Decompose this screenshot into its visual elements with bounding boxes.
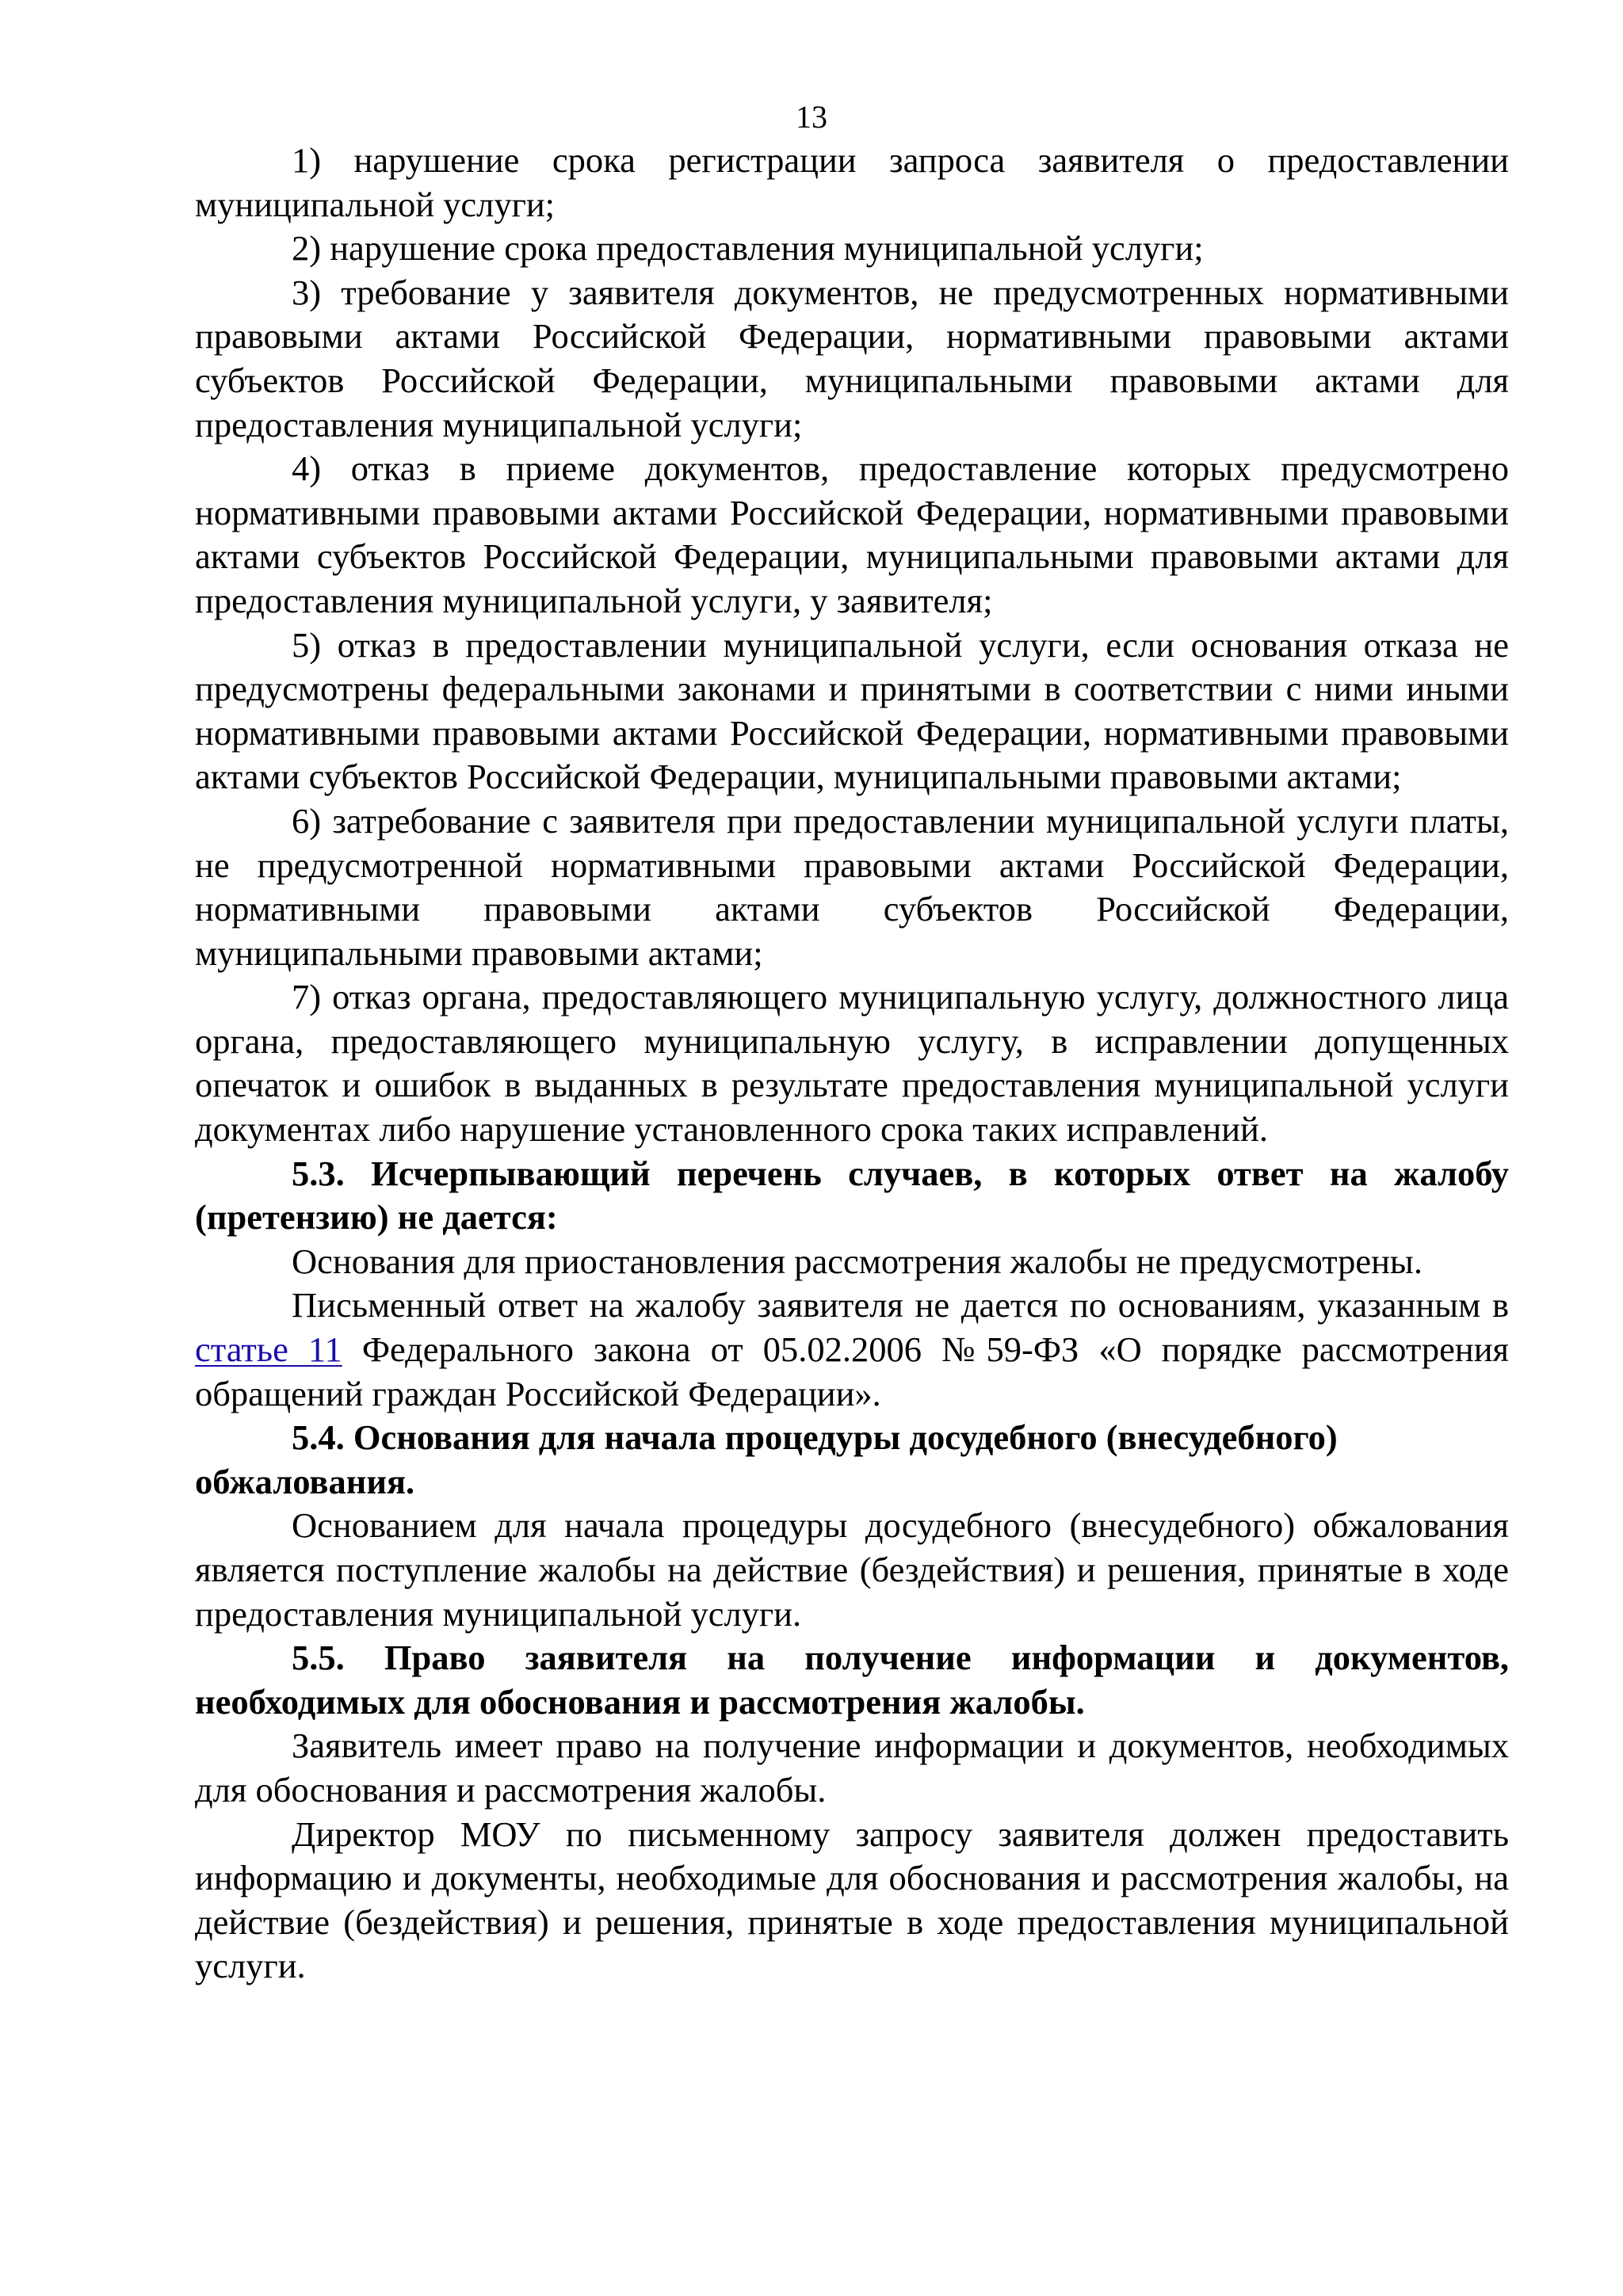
- article-11-link[interactable]: статье 11: [195, 1329, 342, 1370]
- section-5-4-heading: 5.4. Основания для начала процедуры досудебного (внесудебного) обжалования.: [195, 1417, 1338, 1501]
- document-body: [195, 139, 1509, 1989]
- list-item-2: 2) нарушение срока предоставления муниципальной услуги;: [292, 228, 1204, 269]
- paragraph-text-before-link: Письменный ответ на жалобу заявителя не дается по основаниям, указанным в: [292, 1285, 1509, 1325]
- list-item-5: 5) отказ в предоставлении муниципальной услуги, если основания отказа не предусмотрены федеральными законами и принятыми в соответствии с ними иными нормативными правовыми актами Российской Федерации, нормативными правовыми актами субъектов Российской Федерации, муниципальными правовыми актами;: [195, 624, 1509, 797]
- section-5-3-paragraph-2: [195, 1283, 1509, 1416]
- page-number: 13: [796, 99, 827, 135]
- list-item-3: 3) требование у заявителя документов, не предусмотренных нормативными правовыми актами Российской Федерации, нормативными правовыми актами субъектов Российской Федерации, муниципальными правовыми актами для предоставления муниципальной услуги;: [195, 272, 1509, 444]
- section-5-3-heading: 5.3. Исчерпывающий перечень случаев, в которых ответ на жалобу (претензию) не дается:: [195, 1153, 1509, 1238]
- list-item-4: 4) отказ в приеме документов, предоставление которых предусмотрено нормативными правовыми актами Российской Федерации, нормативными правовыми актами субъектов Российской Федерации, муниципальными правовыми актами для предоставления муниципальной услуги, у заявителя;: [195, 448, 1509, 620]
- list-item-7: 7) отказ органа, предоставляющего муниципальную услугу, должностного лица органа, предоставляющего муниципальную услугу, в исправлении допущенных опечаток и ошибок в выданных в результате предоставления муниципальной услуги документах либо нарушение установленного срока таких исправлений.: [195, 977, 1509, 1150]
- paragraph-text-after-link: Федерального закона от 05.02.2006 №59-ФЗ «О порядке рассмотрения обращений граждан Российской Федерации».: [195, 1329, 1509, 1413]
- section-5-4-paragraph-1: Основанием для начала процедуры досудебного (внесудебного) обжалования является поступление жалобы на действие (бездействия) и решения, принятые в ходе предоставления муниципальной услуги.: [195, 1505, 1509, 1634]
- section-5-3-paragraph-1: Основания для приостановления рассмотрения жалобы не предусмотрены.: [292, 1241, 1423, 1281]
- section-5-5-paragraph-1: Заявитель имеет право на получение информации и документов, необходимых для обоснования и рассмотрения жалобы.: [195, 1726, 1509, 1810]
- section-5-5-heading: 5.5. Право заявителя на получение информации и документов, необходимых для обоснования и рассмотрения жалобы.: [195, 1638, 1509, 1722]
- list-item-6: 6) затребование с заявителя при предоставлении муниципальной услуги платы, не предусмотренной нормативными правовыми актами Российской Федерации, нормативными правовыми актами субъектов Российской Федерации, муниципальными правовыми актами;: [195, 800, 1509, 973]
- list-item-1: 1) нарушение срока регистрации запроса заявителя о предоставлении муниципальной услуги;: [195, 140, 1509, 224]
- section-5-5-paragraph-2: Директор МОУ по письменному запросу заявителя должен предоставить информацию и документы, необходимые для обоснования и рассмотрения жалобы, на действие (бездействия) и решения, принятые в ходе предоставления муниципальной услуги.: [195, 1814, 1509, 1986]
